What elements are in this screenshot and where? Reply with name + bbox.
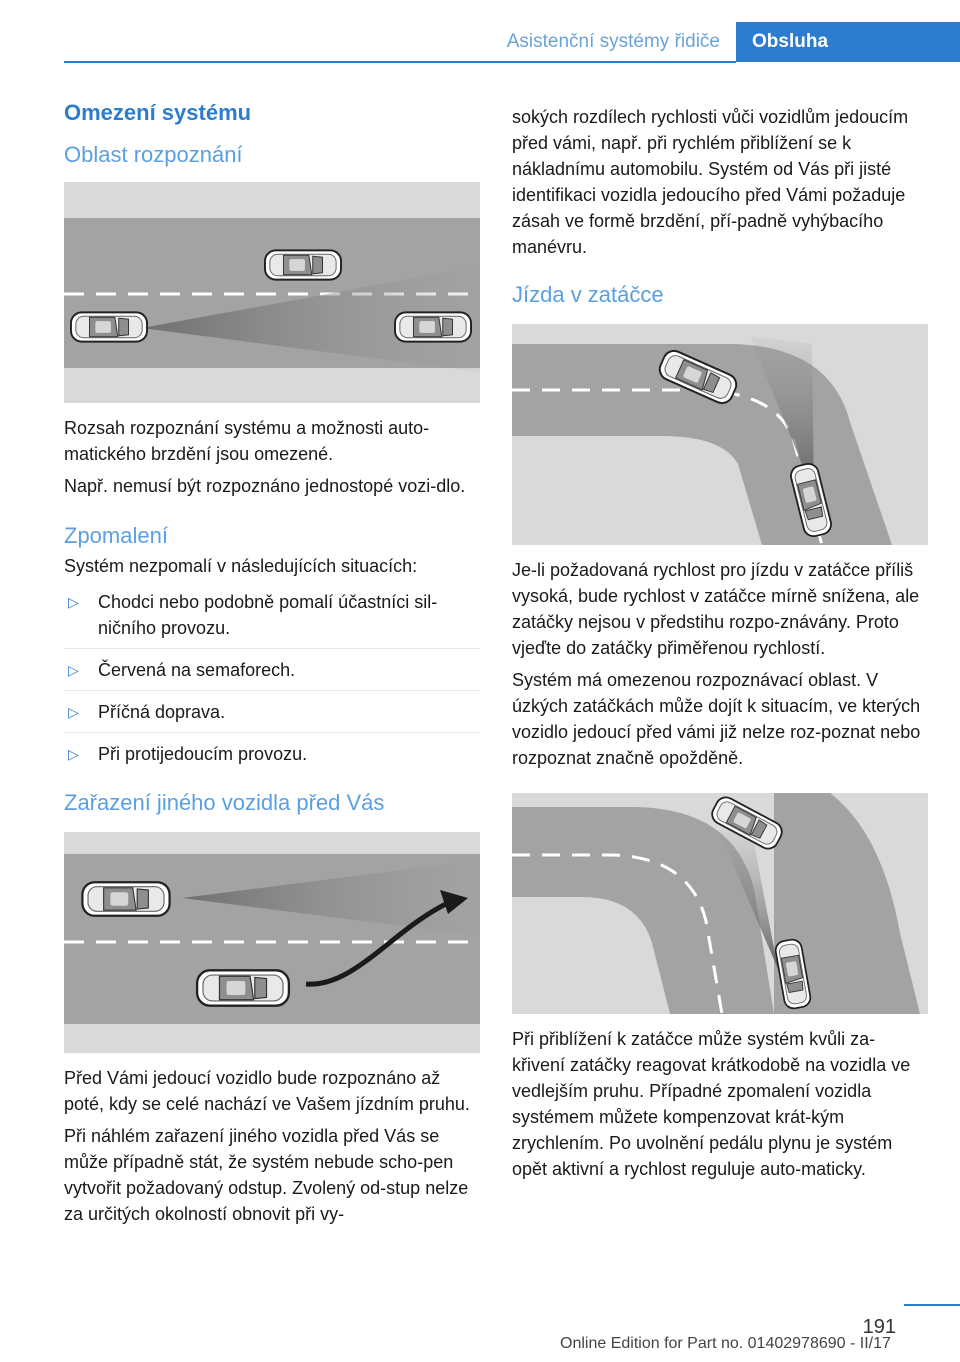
footer-edition: Online Edition for Part no. 01402978690 - II/17: [560, 1335, 891, 1352]
triangle-bullet-icon: ▷: [68, 594, 79, 610]
left-column: [64, 100, 480, 1233]
paragraph-cut-in-distance: Při náhlém zařazení jiného vozidla před Vás se může případně stát, že systém nebude scho-pen vytvořit požadovaný odstup. Zvolený od-stup nelze za určitých okolností obnovit při vy-: [64, 1126, 469, 1224]
list-item: [64, 699, 480, 733]
page-number: 191: [862, 1316, 896, 1338]
paragraph-cut-in-recognized: Před Vámi jedoucí vozidlo bude rozpoznáno až poté, kdy se celé nachází ve Vašem jízdním pruhu.: [64, 1068, 470, 1114]
list-item-text: Při protijedoucím provozu.: [98, 744, 308, 764]
figure-curve-adjacent-lane: [512, 793, 928, 1014]
list-item-text: Červená na semaforech.: [98, 660, 296, 680]
list-item-text: Chodci nebo podobně pomalí účastníci sil-ničního provozu.: [98, 592, 438, 638]
right-column: [512, 104, 928, 1188]
heading-cut-in: Zařazení jiného vozidla před Vás: [64, 790, 385, 815]
paragraph-curve-adjacent: Při přiblížení k zatáčce může systém kvůli za-křivení zatáčky reagovat krátkodobě na vozidla ve vedlejším pruhu. Případné zpomalení vozidla systémem můžete kompenzovat krát-kým zrychlením. Po uvolnění pedálu plynu je systém opět aktivní a rychlost reguluje auto-maticky.: [512, 1029, 911, 1179]
paragraph-speed-differences: sokých rozdílech rychlosti vůči vozidlům jedoucím před vámi, např. při rychlém přiblížení se k nákladnímu automobilu. Systém od Vás při jisté identifikaci vozidla jedoucího před Vámi požaduje zásah ve formě brzdění, pří-padně vyhýbacího manévru.: [512, 107, 909, 257]
header-section-title: Asistenční systémy řidiče: [506, 31, 720, 52]
list-item: [64, 657, 480, 691]
header-chapter-tab[interactable]: Obsluha: [736, 22, 960, 62]
figure-cut-in: [64, 832, 480, 1053]
paragraph-curve-range: Systém má omezenou rozpoznávací oblast. V úzkých zatáčkách může dojít k situacím, ve kterých vozidlo jedoucí před vámi již nelze roz-poznat nebo rozpoznat značně opožděně.: [512, 670, 921, 768]
paragraph-single-track: Např. nemusí být rozpoznáno jednostopé vozi-dlo.: [64, 476, 466, 496]
heading-cornering: Jízda v zatáčce: [512, 282, 664, 307]
triangle-bullet-icon: ▷: [68, 662, 79, 678]
list-item: [64, 589, 480, 649]
list-item: [64, 741, 480, 774]
heading-detection-range: Oblast rozpoznání: [64, 142, 243, 167]
heading-deceleration: Zpomalení: [64, 523, 168, 548]
paragraph-curve-speed: Je-li požadovaná rychlost pro jízdu v zatáčce příliš vysoká, bude rychlost v zatáčce mírně snížena, ale zatáčky nejsou v předstihu rozpo-znávány. Proto vjeďte do zatáčky přiměřenou rychlostí.: [512, 560, 920, 658]
page-rule: [904, 1304, 960, 1306]
paragraph-range-limited: Rozsah rozpoznání systému a možnosti auto-matického brzdění jsou omezené.: [64, 418, 430, 464]
triangle-bullet-icon: ▷: [68, 746, 79, 762]
paragraph-no-deceleration: Systém nezpomalí v následujících situacích:: [64, 556, 418, 576]
figure-detection-range: [64, 182, 480, 403]
figure-cornering: [512, 324, 928, 545]
heading-system-limits: Omezení systému: [64, 100, 252, 125]
list-no-deceleration: [64, 589, 480, 774]
list-item-text: Příčná doprava.: [98, 702, 226, 722]
header-rule: [64, 61, 736, 63]
triangle-bullet-icon: ▷: [68, 704, 79, 720]
